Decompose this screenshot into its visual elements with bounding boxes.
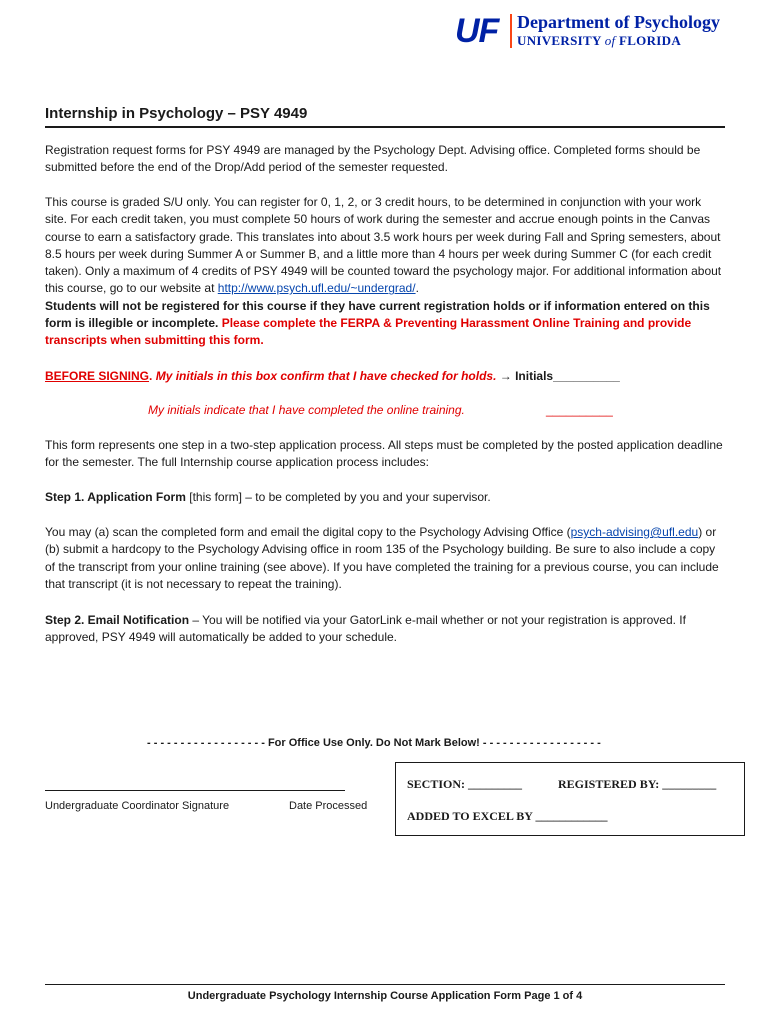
university-name: [517, 33, 681, 49]
added-to-excel-field[interactable]: ADDED TO EXCEL BY ____________: [407, 809, 608, 823]
ferpa-notice: Please complete the FERPA & Preventing Harassment Online Training and provide transcripts when submitting this form.: [45, 316, 692, 348]
submission-text-after: ) or (b) submit a hardcopy to the Psychology Advising office in room 135 of the Psychology building. Be sure to also include a copy of the transcript from your online training (see above). If you have completed the training for a previous course, you can include that transcript (it is not necessary to repeat the training).: [45, 525, 719, 591]
step1-label: Step 1. Application Form: [45, 490, 186, 504]
section-field[interactable]: SECTION: _________: [407, 777, 523, 791]
holds-initials-row: [45, 368, 725, 385]
step1-paragraph: [45, 489, 725, 506]
document-title: Internship in Psychology – PSY 4949: [45, 104, 725, 128]
university-of: of: [604, 33, 616, 48]
intro-paragraph: Registration request forms for PSY 4949 are managed by the Psychology Dept. Advising office. Completed forms should be submitted before the end of the Drop/Add period of the semester requested.: [45, 143, 701, 175]
submission-paragraph: [45, 524, 725, 593]
office-use-label: - - - - - - - - - - - - - - - - - - For Office Use Only. Do Not Mark Below! - - - - - - - - - - - - - - - - - -: [147, 737, 601, 749]
uf-psychology-logo: [455, 12, 745, 52]
step1-text: [this form] – to be completed by you and your supervisor.: [185, 490, 491, 504]
before-signing-period: .: [149, 369, 153, 383]
university-suffix: FLORIDA: [615, 33, 682, 48]
holds-initials-field[interactable]: → Initials__________: [496, 369, 620, 383]
footer-divider: [45, 984, 725, 985]
link-period: .: [415, 281, 419, 296]
uf-logo-mark: UF: [455, 12, 499, 50]
training-statement: My initials indicate that I have completed the online training.: [148, 403, 465, 417]
logo-divider: [510, 14, 512, 48]
training-initials-field[interactable]: __________: [546, 403, 613, 417]
step2-text: – You will be notified via your GatorLink e-mail whether or not your registration is approved. If approved, PSY 4949 will automatically be added to your schedule.: [45, 613, 686, 645]
submission-text-before: You may (a) scan the completed form and email the digital copy to the Psychology Advising Office (: [45, 525, 571, 539]
website-link[interactable]: http://www.psych.ufl.edu/~undergrad/: [217, 281, 416, 296]
process-paragraph: This form represents one step in a two-step application process. All steps must be completed by the posted application deadline for the semester. The full Internship course application process includes:: [45, 438, 723, 470]
registered-by-field[interactable]: REGISTERED BY: _________: [558, 777, 717, 791]
page-footer: Undergraduate Psychology Internship Course Application Form Page 1 of 4: [187, 990, 583, 1002]
before-signing-label: BEFORE SIGNING: [45, 369, 150, 383]
step2-label: Step 2. Email Notification: [45, 613, 190, 627]
grading-text: This course is graded S/U only. You can register for 0, 1, 2, or 3 credit hours, to be determined in conjunction with your work site. For each credit taken, you must complete 50 hours of work during the semester and accrue enough points in the Canvas course to earn a satisfactory grade. This translates into about 3.5 work hours per week during Fall and Spring semesters, about 8.5 hours per week during Summer A or Summer B, and a little more than 4 hours per week during Summer C (for each credit taken). Only a maximum of 4 credits of PSY 4949 will be counted toward the psychology major. For additional information about this course, go to our website at: [45, 195, 722, 296]
office-use-box: [395, 762, 745, 836]
advising-email-link[interactable]: psych-advising@ufl.edu: [570, 525, 699, 539]
department-name: Department of Psychology: [517, 12, 720, 32]
holds-statement: My initials in this box confirm that I have checked for holds.: [152, 369, 497, 383]
registration-warning: Students will not be registered for this course if they have current registration holds or if information entered on this form is illegible or incomplete.: [45, 298, 710, 331]
step2-paragraph: [45, 612, 725, 647]
date-processed-label: Date Processed: [289, 800, 368, 812]
grading-paragraph: [45, 194, 725, 350]
office-use-divider: [147, 736, 627, 751]
coordinator-signature-line[interactable]: [45, 790, 345, 791]
coordinator-signature-label: Undergraduate Coordinator Signature: [45, 800, 230, 812]
university-prefix: UNIVERSITY: [517, 33, 605, 48]
